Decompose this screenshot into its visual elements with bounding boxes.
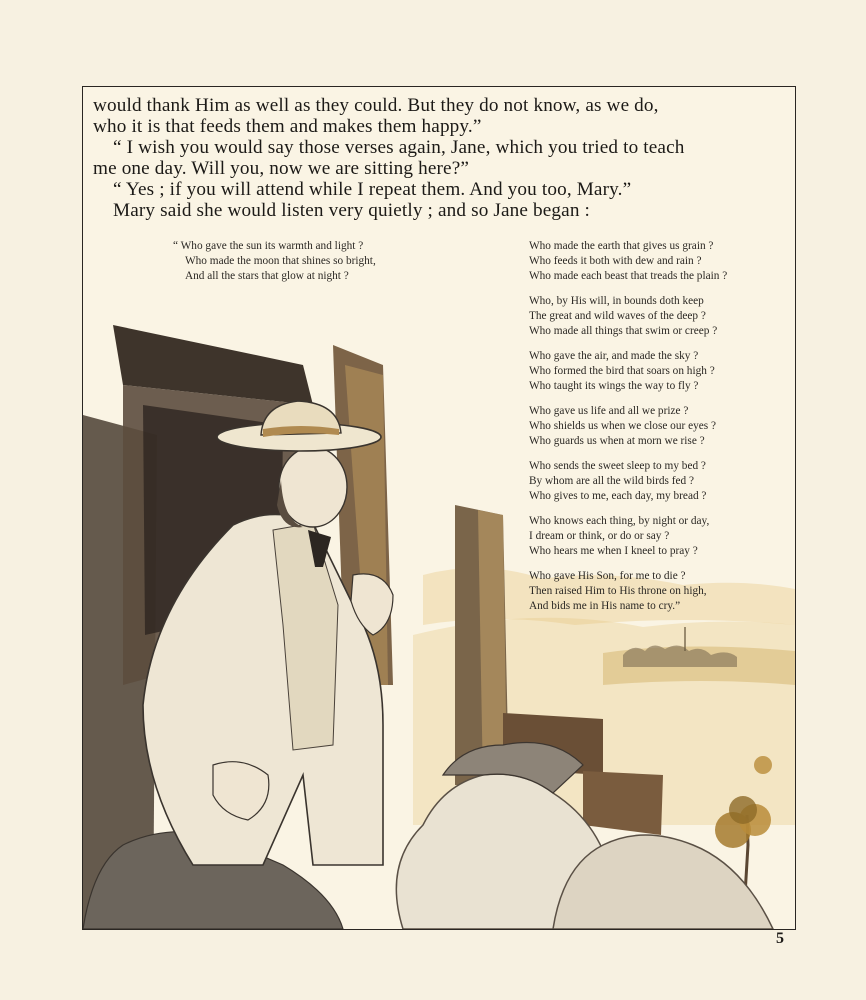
- prose-line: who it is that feeds them and makes them happy.”: [93, 116, 482, 137]
- poem-line: The great and wild waves of the deep ?: [529, 310, 706, 322]
- poem-line: I dream or think, or do or say ?: [529, 530, 670, 542]
- prose-text: [93, 95, 785, 221]
- poem-line: Who gave the air, and made the sky ?: [529, 350, 699, 362]
- poem-line: Who made the earth that gives us grain ?: [529, 240, 714, 252]
- poem-line: Who, by His will, in bounds doth keep: [529, 295, 704, 307]
- poem-line: Who gives to me, each day, my bread ?: [529, 490, 707, 502]
- prose-line: “ Yes ; if you will attend while I repeat them. And you too, Mary.”: [113, 179, 632, 200]
- poem-stanza: [529, 459, 727, 504]
- pillar-light: [478, 510, 507, 785]
- poem-line: Who sends the sweet sleep to my bed ?: [529, 460, 706, 472]
- poem-line: Who shields us when we close our eyes ?: [529, 420, 716, 432]
- poem-stanza: [529, 349, 727, 394]
- poem-stanza: [173, 239, 376, 284]
- prose-line: “ I wish you would say those verses again, Jane, which you tried to teach: [113, 137, 685, 158]
- prose-line: me one day. Will you, now we are sitting here?”: [93, 158, 470, 179]
- poem-line: Who made all things that swim or creep ?: [529, 325, 718, 337]
- poem-line: Who guards us when at morn we rise ?: [529, 435, 705, 447]
- prose-line: would thank Him as well as they could. But they do not know, as we do,: [93, 95, 659, 116]
- poem-line: Who taught its wings the way to fly ?: [529, 380, 699, 392]
- poem-line: Who formed the bird that soars on high ?: [529, 365, 715, 377]
- poem-right-column: [529, 239, 727, 624]
- tree-foliage-3: [729, 796, 757, 824]
- poem-line: Who knows each thing, by night or day,: [529, 515, 710, 527]
- poem-stanza: [529, 294, 727, 339]
- page-number: 5: [776, 930, 784, 947]
- poem-stanza: [529, 514, 727, 559]
- man-face: [279, 447, 347, 527]
- poem-line: Who made each beast that treads the plain ?: [529, 270, 728, 282]
- poem-line: Who hears me when I kneel to pray ?: [529, 545, 698, 557]
- prose-line: Mary said she would listen very quietly ; and so Jane began :: [113, 200, 591, 221]
- page-frame: [82, 86, 796, 930]
- poem-line: Then raised Him to His throne on high,: [529, 585, 707, 597]
- poem-stanza: [529, 239, 727, 284]
- poem-line: By whom are all the wild birds fed ?: [529, 475, 695, 487]
- poem-line: Who made the moon that shines so bright,: [185, 255, 376, 267]
- bush: [754, 756, 772, 774]
- poem-line: And bids me in His name to cry.”: [529, 600, 681, 612]
- wall-stone-2: [583, 771, 663, 835]
- poem-stanza: [529, 404, 727, 449]
- poem-stanza: [529, 569, 727, 614]
- poem-line: And all the stars that glow at night ?: [185, 270, 349, 282]
- poem-line: Who gave His Son, for me to die ?: [529, 570, 686, 582]
- poem-line: Who feeds it both with dew and rain ?: [529, 255, 702, 267]
- poem-line: “ Who gave the sun its warmth and light ?: [173, 240, 364, 252]
- poem-line: Who gave us life and all we prize ?: [529, 405, 689, 417]
- poem-left-column: [173, 239, 376, 294]
